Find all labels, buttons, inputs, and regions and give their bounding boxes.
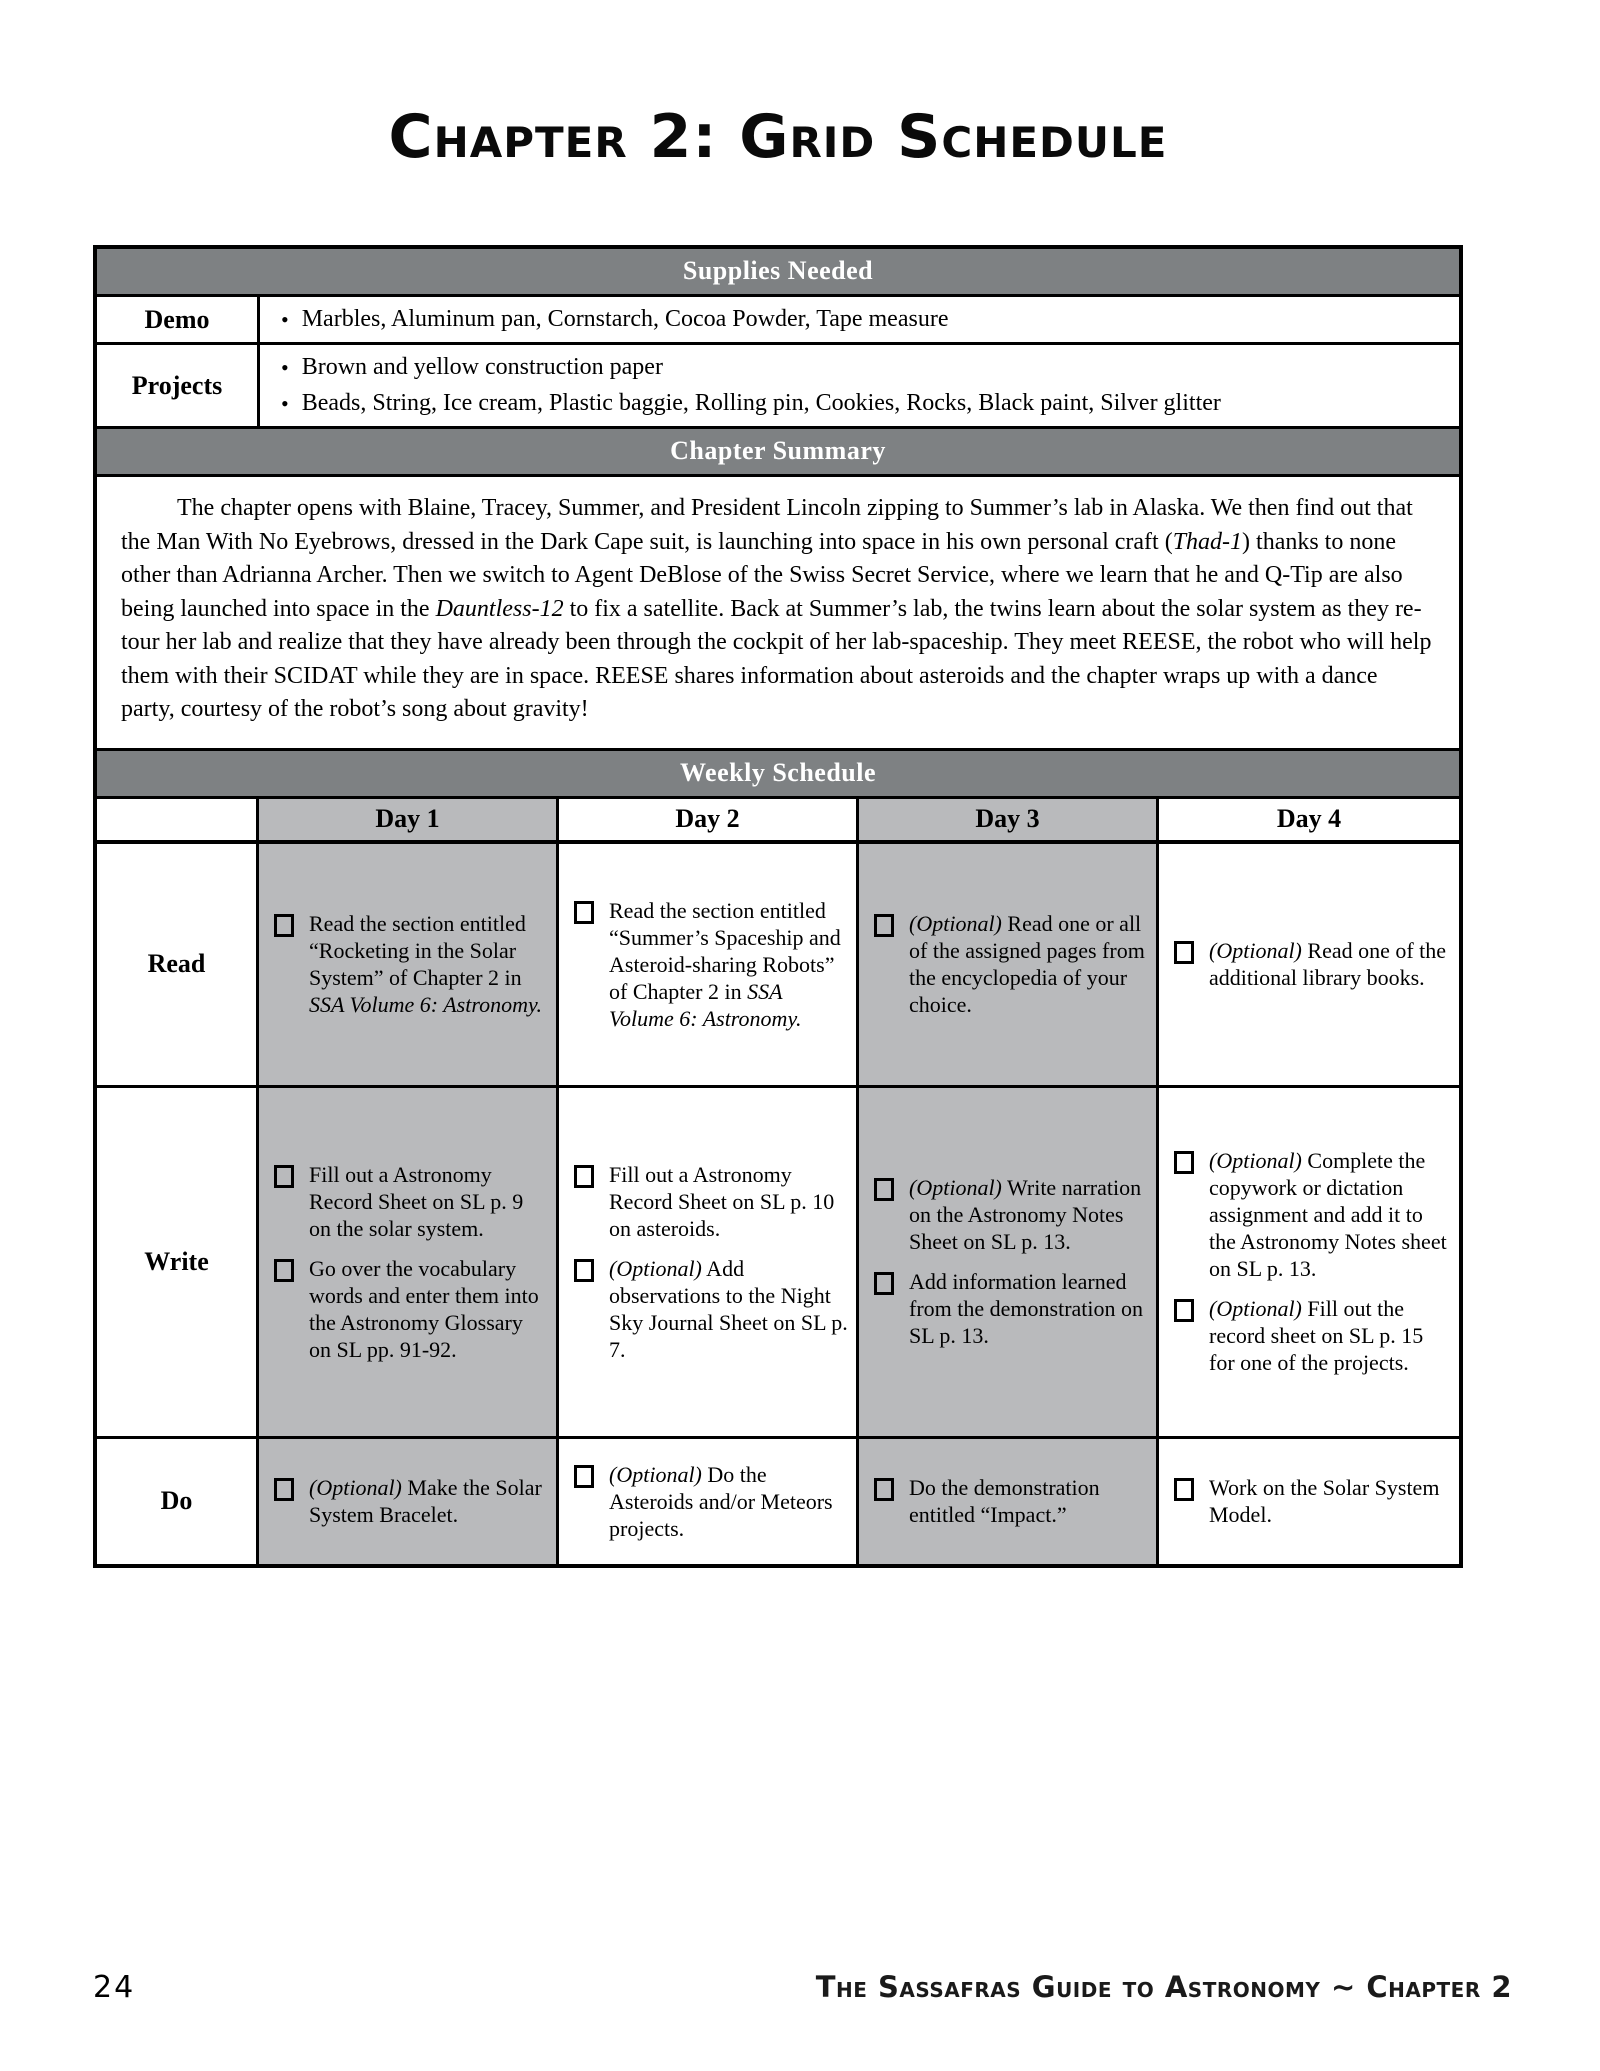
checklist-item [571,1161,848,1242]
day-header: Day 3 [859,799,1159,844]
checkbox-icon [574,1165,594,1188]
italic-text: (Optional) [909,1175,1002,1200]
text-run: The chapter opens with Blaine, Tracey, Summer, and President Lincoln zipping to Summer’s lab in Alaska. We then find out that the Man With No Eyebrows, dressed in the Dark Cape suit, is launching into space in his own personal craft ( [121,495,1413,555]
text-run: Do the demonstration entitled “Impact.” [909,1475,1100,1527]
schedule-cell [559,1088,859,1439]
grid-schedule-table [93,245,1463,1568]
checklist-item [1171,1295,1451,1376]
schedule-cell [559,1439,859,1564]
checklist-item-text [1209,1474,1451,1528]
italic-text: (Optional) [909,911,1002,936]
checklist-item-text [609,1161,848,1242]
checklist-item-text [1209,1147,1451,1282]
bullet-icon: • [281,355,289,380]
text-run: Read one of the additional library books. [1209,938,1447,990]
supply-item-text: Brown and yellow construction paper [301,354,663,380]
italic-text: (Optional) [609,1255,702,1281]
schedule-cell [1159,844,1459,1088]
checklist-item-text [309,910,548,1018]
supplies-row-label: Projects [97,345,260,426]
text-run: Read the section entitled “Rocketing in the Solar System” of Chapter 2 in [309,911,526,990]
checkbox-icon [574,901,594,924]
checklist-item [1171,1474,1451,1528]
checklist-item [571,1461,848,1542]
supplies-row [97,345,1459,429]
checkbox-icon [1174,1299,1194,1322]
supply-item [272,304,1447,335]
text-run: Complete the copywork or dictation assignment and add it to the Astronomy Notes sheet on SL p. 13. [1209,1148,1447,1281]
schedule-cell [259,1088,559,1439]
italic-text: SSA Volume 6: Astronomy. [609,978,802,1031]
checklist-item [1171,937,1451,991]
supplies-row-content [260,297,1459,342]
text-run: Go over the vocabulary words and enter them into the Astronomy Glossary on SL pp. 91-92. [309,1255,539,1362]
checkbox-icon [274,914,294,937]
italic-text: SSA Volume 6: Astronomy. [309,992,543,1017]
schedule-cell [259,844,559,1088]
bullet-icon: • [281,391,289,416]
supply-item [272,388,1447,419]
supplies-header: Supplies Needed [97,249,1459,297]
chapter-summary-header: Chapter Summary [97,429,1459,477]
checklist-item-text [909,910,1148,1018]
supplies-row [97,297,1459,345]
schedule-cell [859,844,1159,1088]
supplies-row-content [260,345,1459,426]
schedule-row-label: Read [97,844,259,1088]
weekly-grid [97,799,1459,1564]
bullet-icon: • [281,307,289,332]
schedule-cell [859,1439,1159,1564]
corner-cell [97,799,259,844]
checklist-item [271,1474,548,1528]
day-header: Day 2 [559,799,859,844]
checklist-item-text [909,1174,1148,1255]
checkbox-icon [574,1465,594,1488]
checklist-item-text [309,1474,548,1528]
checkbox-icon [1174,1151,1194,1174]
schedule-cell [1159,1088,1459,1439]
chapter-summary-paragraph [121,492,1435,727]
text-run: Make the Solar System Bracelet. [309,1475,542,1527]
checklist-item [271,1255,548,1363]
checkbox-icon [1174,1478,1194,1501]
text-run: Add observations to the Night Sky Journal Sheet on SL p. 7. [609,1255,848,1362]
italic-text: Thad-1 [1172,528,1243,555]
checklist-item [871,1174,1148,1255]
page-title: Chapter 2: Grid Schedule [388,102,1168,172]
text-run: Work on the Solar System Model. [1209,1475,1440,1527]
checkbox-icon [574,1259,594,1282]
footer-book-title: The Sassafras Guide to Astronomy ~ Chapter 2 [815,1970,1512,2004]
day-header: Day 4 [1159,799,1459,844]
checklist-item [1171,1147,1451,1282]
schedule-row-label: Write [97,1088,259,1439]
schedule-cell [1159,1439,1459,1564]
text-run: to fix a satellite. Back at Summer’s lab, the twins learn about the solar system as they re-tour her lab and realize that they have already been through the cockpit of her lab-spaceship. They meet REESE, the robot who will help them with their SCIDAT while they are in space. REESE shares information about asteroids and the chapter wraps up with a dance party, courtesy of the robot’s song about gravity! [121,595,1432,722]
text-run: Fill out the record sheet on SL p. 15 for one of the projects. [1209,1296,1424,1375]
schedule-cell [859,1088,1159,1439]
checklist-item-text [609,1255,848,1363]
checklist-item-text [909,1268,1148,1349]
checklist-item-text [1209,1295,1451,1376]
italic-text: (Optional) [309,1475,402,1500]
supply-item-text: Beads, String, Ice cream, Plastic baggie, Rolling pin, Cookies, Rocks, Black paint, Silver glitter [301,390,1221,416]
chapter-summary-section [97,477,1459,751]
italic-text: (Optional) [1209,1148,1302,1173]
checklist-item [271,910,548,1018]
weekly-schedule-header: Weekly Schedule [97,751,1459,799]
text-run: Read the section entitled “Summer’s Spaceship and Asteroid-sharing Robots” of Chapter 2 in [609,897,841,1004]
italic-text: (Optional) [1209,1296,1302,1321]
checkbox-icon [274,1165,294,1188]
text-run: Read one or all of the assigned pages from the encyclopedia of your choice. [909,911,1145,1017]
page-footer [93,1970,1512,2005]
schedule-cell [259,1439,559,1564]
checklist-item-text [909,1474,1148,1528]
checkbox-icon [274,1478,294,1501]
text-run: Fill out a Astronomy Record Sheet on SL p. 9 on the solar system. [309,1161,524,1241]
schedule-row-label: Do [97,1439,259,1564]
schedule-cell [559,844,859,1088]
checklist-item [571,1255,848,1363]
supplies-rows [97,297,1459,429]
checklist-item-text [609,897,848,1032]
text-run: Add information learned from the demonstration on SL p. 13. [909,1269,1144,1348]
checklist-item [271,1161,548,1242]
checklist-item-text [309,1255,548,1363]
checklist-item [571,897,848,1032]
italic-text: (Optional) [1209,938,1302,963]
checkbox-icon [874,914,894,937]
text-run: Write narration on the Astronomy Notes Sheet on SL p. 13. [909,1175,1142,1254]
day-header: Day 1 [259,799,559,844]
italic-text: (Optional) [609,1461,702,1487]
checkbox-icon [874,1178,894,1201]
checkbox-icon [1174,941,1194,964]
supply-item [272,352,1447,383]
checklist-item-text [1209,937,1451,991]
checkbox-icon [874,1478,894,1501]
text-run: Do the Asteroids and/or Meteors projects. [609,1461,833,1541]
supply-item-text: Marbles, Aluminum pan, Cornstarch, Cocoa Powder, Tape measure [301,306,949,332]
checkbox-icon [874,1272,894,1295]
checklist-item [871,910,1148,1018]
italic-text: Dauntless-12 [435,595,564,622]
text-run: Fill out a Astronomy Record Sheet on SL p. 10 on asteroids. [609,1161,835,1241]
checklist-item [871,1474,1148,1528]
checklist-item [871,1268,1148,1349]
text-run: ) thanks to none other than Adrianna Archer. Then we switch to Agent DeBlose of the Swiss Secret Service, where we learn that he and Q-Tip are also being launched into space in the [121,528,1403,622]
checkbox-icon [274,1259,294,1282]
checklist-item-text [309,1161,548,1242]
supplies-row-label: Demo [97,297,260,342]
footer-page-number: 24 [93,1970,136,2005]
checklist-item-text [609,1461,848,1542]
